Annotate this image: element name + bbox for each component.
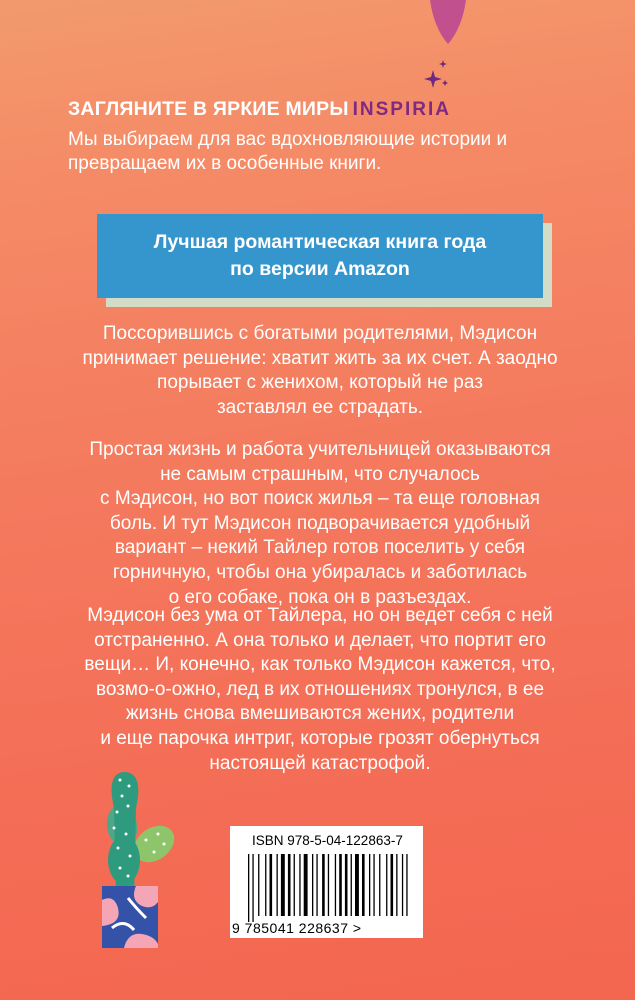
barcode-bar (351, 854, 352, 916)
barcode-bar (339, 854, 342, 916)
barcode-bar (252, 854, 253, 922)
barcode-bar (248, 854, 249, 922)
barcode-bars (230, 826, 423, 926)
blurb-line: Простая жизнь и работа учительницей оказываются (89, 439, 551, 460)
barcode-bar (281, 854, 285, 916)
barcode-bar (277, 854, 278, 916)
blurb-line: Поссорившись с богатыми родителями, Мэдисон (102, 323, 538, 344)
barcode-bar (402, 854, 403, 916)
blurb-line: порывает с женихом, который не раз (157, 372, 483, 394)
brand-name: INSPIRIA (352, 99, 451, 120)
isbn-text: ISBN 978-5-04-122863-7 (252, 833, 403, 848)
top-notch (0, 0, 635, 60)
blurb-paragraph-3 (70, 604, 570, 776)
award-banner (97, 214, 543, 298)
banner-line-1: Лучшая романтическая книга года (153, 231, 487, 253)
barcode-bar (270, 854, 273, 916)
barcode-bar (406, 854, 407, 916)
blurb-line: вариант – некий Тайлер готов поселить у себя (114, 537, 526, 559)
barcode-bar (265, 854, 266, 916)
barcode-bar (345, 854, 348, 916)
blurb-line: горничную, чтобы она убиралась и заботилась (112, 561, 528, 583)
barcode-block (230, 826, 423, 938)
publisher-intro: Мы выбираем для вас вдохновляющие истории и превращаем их в особенные книги. (68, 129, 508, 174)
barcode-bar (379, 854, 380, 916)
sparkle-icon (422, 56, 450, 92)
barcode-bar (258, 854, 259, 916)
barcode-bar (386, 854, 387, 916)
barcode-bar (288, 854, 291, 916)
barcode-bar (369, 854, 370, 916)
publisher-headline (68, 98, 451, 121)
barcode-bar (312, 854, 313, 916)
banner-line-2: по версии Amazon (230, 258, 410, 280)
barcode-bar (304, 854, 308, 916)
blurb-line: Мэдисон без ума от Тайлера, но он ведет себя с ней (87, 605, 553, 626)
barcode-digits: 9 785041 228637 > (232, 920, 362, 936)
barcode-bar (328, 854, 329, 916)
barcode-bar (299, 854, 300, 916)
blurb-line: заставлял ее страдать. (216, 396, 424, 418)
blurb-line: отстраненно. А она только и делает, что портит его (94, 629, 546, 651)
blurb-line: возмо-о-ожно, лед в их отношениях тронулся, в ее (95, 678, 545, 700)
blurb-line: настоящей катастрофой. (209, 752, 431, 774)
barcode-bar (396, 854, 397, 916)
barcode-bar (355, 854, 359, 916)
blurb-line: не самым страшным, что случалось (160, 463, 480, 485)
barcode-bar (373, 854, 374, 916)
barcode-bar (316, 854, 317, 916)
barcode-bar (391, 854, 394, 916)
blurb-line: с Мэдисон, но вот поиск жилья – та еще головная (100, 488, 540, 510)
blurb-line: жизнь снова вмешиваются жених, родители (125, 703, 515, 725)
headline-text: ЗАГЛЯНИТЕ В ЯРКИЕ МИРЫ (68, 98, 349, 120)
cactus-illustration (84, 768, 194, 968)
blurb-paragraph-1 (70, 322, 570, 420)
blurb-line: вещи… И, конечно, как только Мэдисон кажется, что, (84, 654, 556, 676)
blurb-line: о его собаке, пока он в разъездах. (168, 586, 472, 608)
barcode-bar (335, 854, 336, 916)
barcode-bar (322, 854, 325, 916)
blurb-line: боль. И тут Мэдисон подворачивается удобный (109, 512, 531, 534)
blurb-paragraph-2 (70, 438, 570, 610)
blurb-line: принимает решение: хватит жить за их счет. А заодно (82, 347, 558, 369)
barcode-bar (362, 854, 365, 916)
barcode-bar (294, 854, 295, 916)
blurb-line: и еще парочка интриг, которые грозят обернуться (100, 727, 540, 749)
